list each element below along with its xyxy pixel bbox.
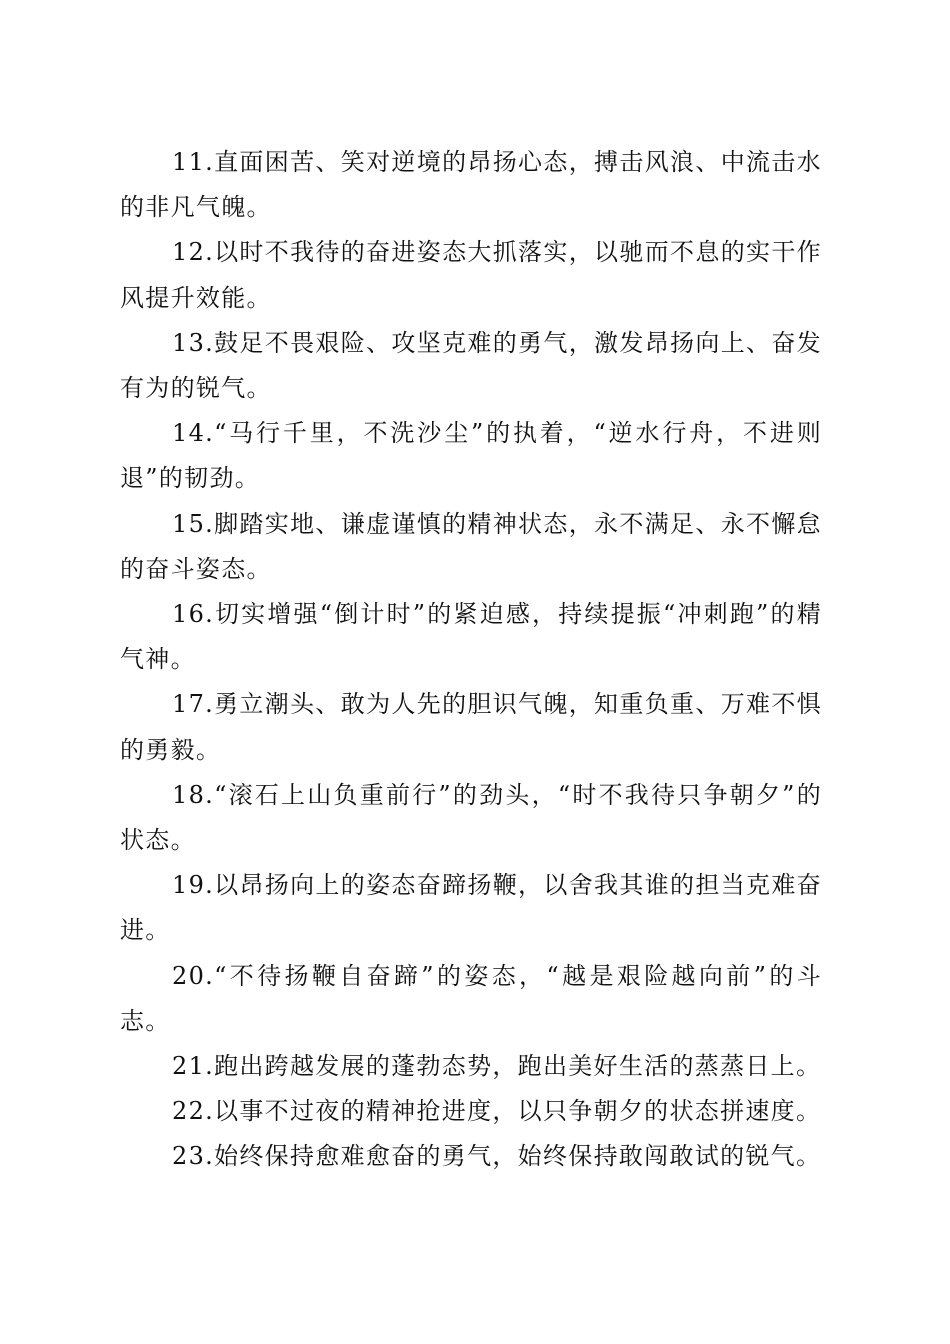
list-item-20: 20.“不待扬鞭自奋蹄”的姿态，“越是艰险越向前”的斗志。	[120, 961, 822, 1035]
list-item-15: 15.脚踏实地、谦虚谨慎的精神状态，永不满足、永不懈怠的奋斗姿态。	[120, 509, 822, 583]
list-item-22: 22.以事不过夜的精神抢进度，以只争朝夕的状态拼速度。	[172, 1097, 822, 1126]
list-item-23: 23.始终保持愈难愈奋的勇气，始终保持敢闯敢试的锐气。	[172, 1142, 822, 1171]
list-item-12: 12.以时不我待的奋进姿态大抓落实，以驰而不息的实干作风提升效能。	[120, 238, 822, 312]
list-item-21: 21.跑出跨越发展的蓬勃态势，跑出美好生活的蒸蒸日上。	[172, 1052, 822, 1081]
document-body	[120, 140, 822, 1180]
list-item-13: 13.鼓足不畏艰险、攻坚克难的勇气，激发昂扬向上、奋发有为的锐气。	[120, 328, 822, 403]
list-item-18: 18.“滚石上山负重前行”的劲头，“时不我待只争朝夕”的状态。	[120, 780, 822, 855]
list-item-16: 16.切实增强“倒计时”的紧迫感，持续提振“冲刺跑”的精气神。	[120, 600, 822, 674]
list-item-17: 17.勇立潮头、敢为人先的胆识气魄，知重负重、万难不惧的勇毅。	[120, 690, 822, 764]
list-item-11: 11.直面困苦、笑对逆境的昂扬心态，搏击风浪、中流击水的非凡气魄。	[120, 148, 822, 222]
list-item-14: 14.“马行千里，不洗沙尘”的执着，“逆水行舟，不进则退”的韧劲。	[120, 419, 822, 493]
list-item-19: 19.以昂扬向上的姿态奋蹄扬鞭，以舍我其谁的担当克难奋进。	[120, 871, 822, 945]
